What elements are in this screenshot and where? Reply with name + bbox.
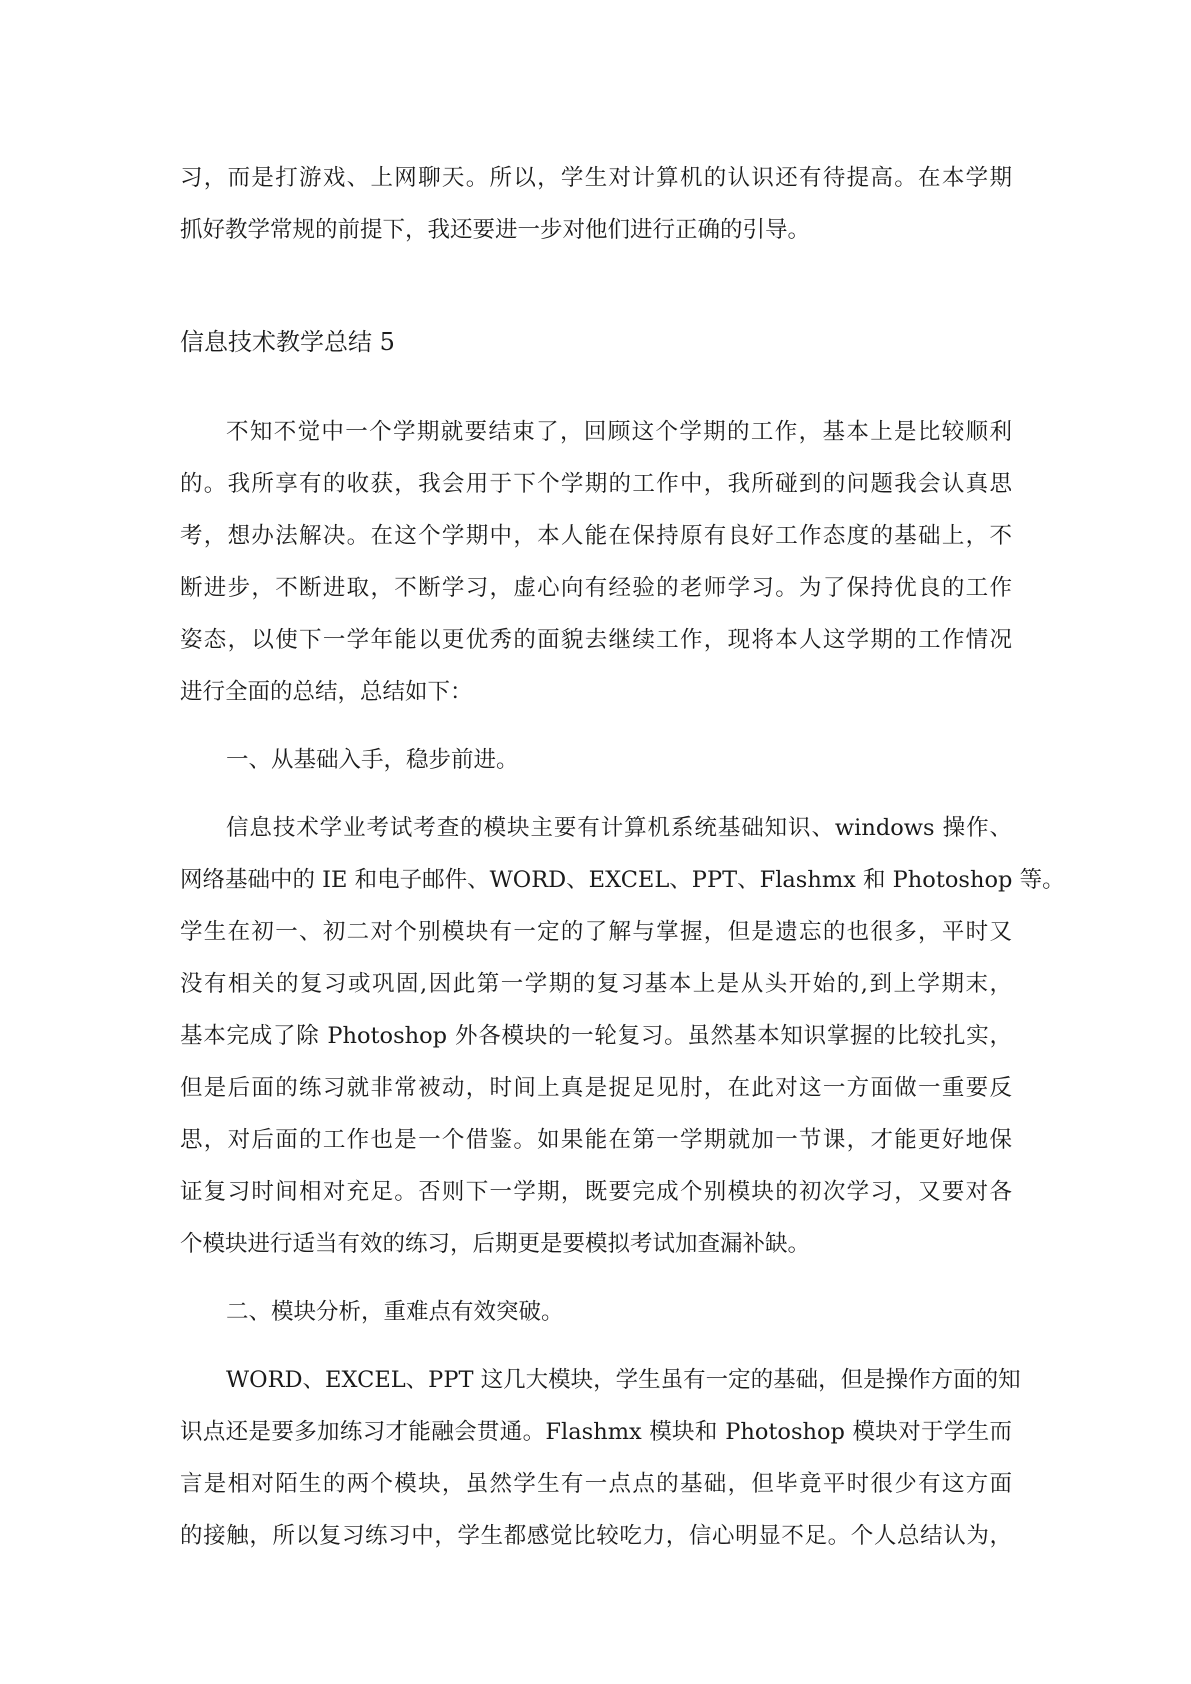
text-line: 的接触，所以复习练习中，学生都感觉比较吃力，信心明显不足。个人总结认为， [180,1523,1012,1549]
heading-one: 一、从基础入手，稳步前进。 [226,747,519,773]
text-line: 习，而是打游戏、上网聊天。所以，学生对计算机的认识还有待提高。在本学期 [180,165,1012,191]
text-line: 断进步，不断进取，不断学习，虚心向有经验的老师学习。为了保持优良的工作 [180,575,1012,601]
text-line: 姿态，以使下一学年能以更优秀的面貌去继续工作，现将本人这学期的工作情况 [180,627,1012,653]
text-line: 学生在初一、初二对个别模块有一定的了解与掌握，但是遗忘的也很多，平时又 [180,919,1012,945]
text-line: WORD、EXCEL、PPT 这几大模块，学生虽有一定的基础，但是操作方面的知 [226,1367,1021,1393]
text-line: 但是后面的练习就非常被动，时间上真是捉足见肘，在此对这一方面做一重要反 [180,1075,1012,1101]
continued-paragraph [180,152,1012,256]
paragraph-one [180,802,1065,1270]
text-line: 识点还是要多加练习才能融会贯通。Flashmx 模块和 Photoshop 模块对于学生而 [180,1419,1012,1445]
document-body [180,152,1065,1562]
text-line: 的。我所享有的收获，我会用于下个学期的工作中，我所碰到的问题我会认真思 [180,471,1012,497]
text-line: 思，对后面的工作也是一个借鉴。如果能在第一学期就加一节课，才能更好地保 [180,1127,1012,1153]
text-line: 没有相关的复习或巩固,因此第一学期的复习基本上是从头开始的,到上学期末， [180,971,1012,997]
text-line: 个模块进行适当有效的练习，后期更是要模拟考试加查漏补缺。 [180,1231,811,1257]
text-line: 不知不觉中一个学期就要结束了，回顾这个学期的工作，基本上是比较顺利 [226,419,1012,445]
section-title: 信息技术教学总结 5 [180,328,395,356]
text-line: 进行全面的总结，总结如下： [180,679,473,705]
text-line: 信息技术学业考试考查的模块主要有计算机系统基础知识、windows 操作、 [226,815,1012,841]
text-line: 证复习时间相对充足。否则下一学期，既要完成个别模块的初次学习，又要对各 [180,1179,1012,1205]
text-line: 基本完成了除 Photoshop 外各模块的一轮复习。虽然基本知识掌握的比较扎实， [180,1023,1012,1049]
intro-paragraph [180,406,1012,718]
text-line: 网络基础中的 IE 和电子邮件、WORD、EXCEL、PPT、Flashmx 和 Photoshop 等。 [180,867,1065,893]
paragraph-two [180,1354,1021,1562]
text-line: 考，想办法解决。在这个学期中，本人能在保持原有良好工作态度的基础上，不 [180,523,1012,549]
text-line: 言是相对陌生的两个模块，虽然学生有一点点的基础，但毕竟平时很少有这方面 [180,1471,1012,1497]
heading-two: 二、模块分析，重难点有效突破。 [226,1299,564,1325]
text-line: 抓好教学常规的前提下，我还要进一步对他们进行正确的引导。 [180,217,811,243]
